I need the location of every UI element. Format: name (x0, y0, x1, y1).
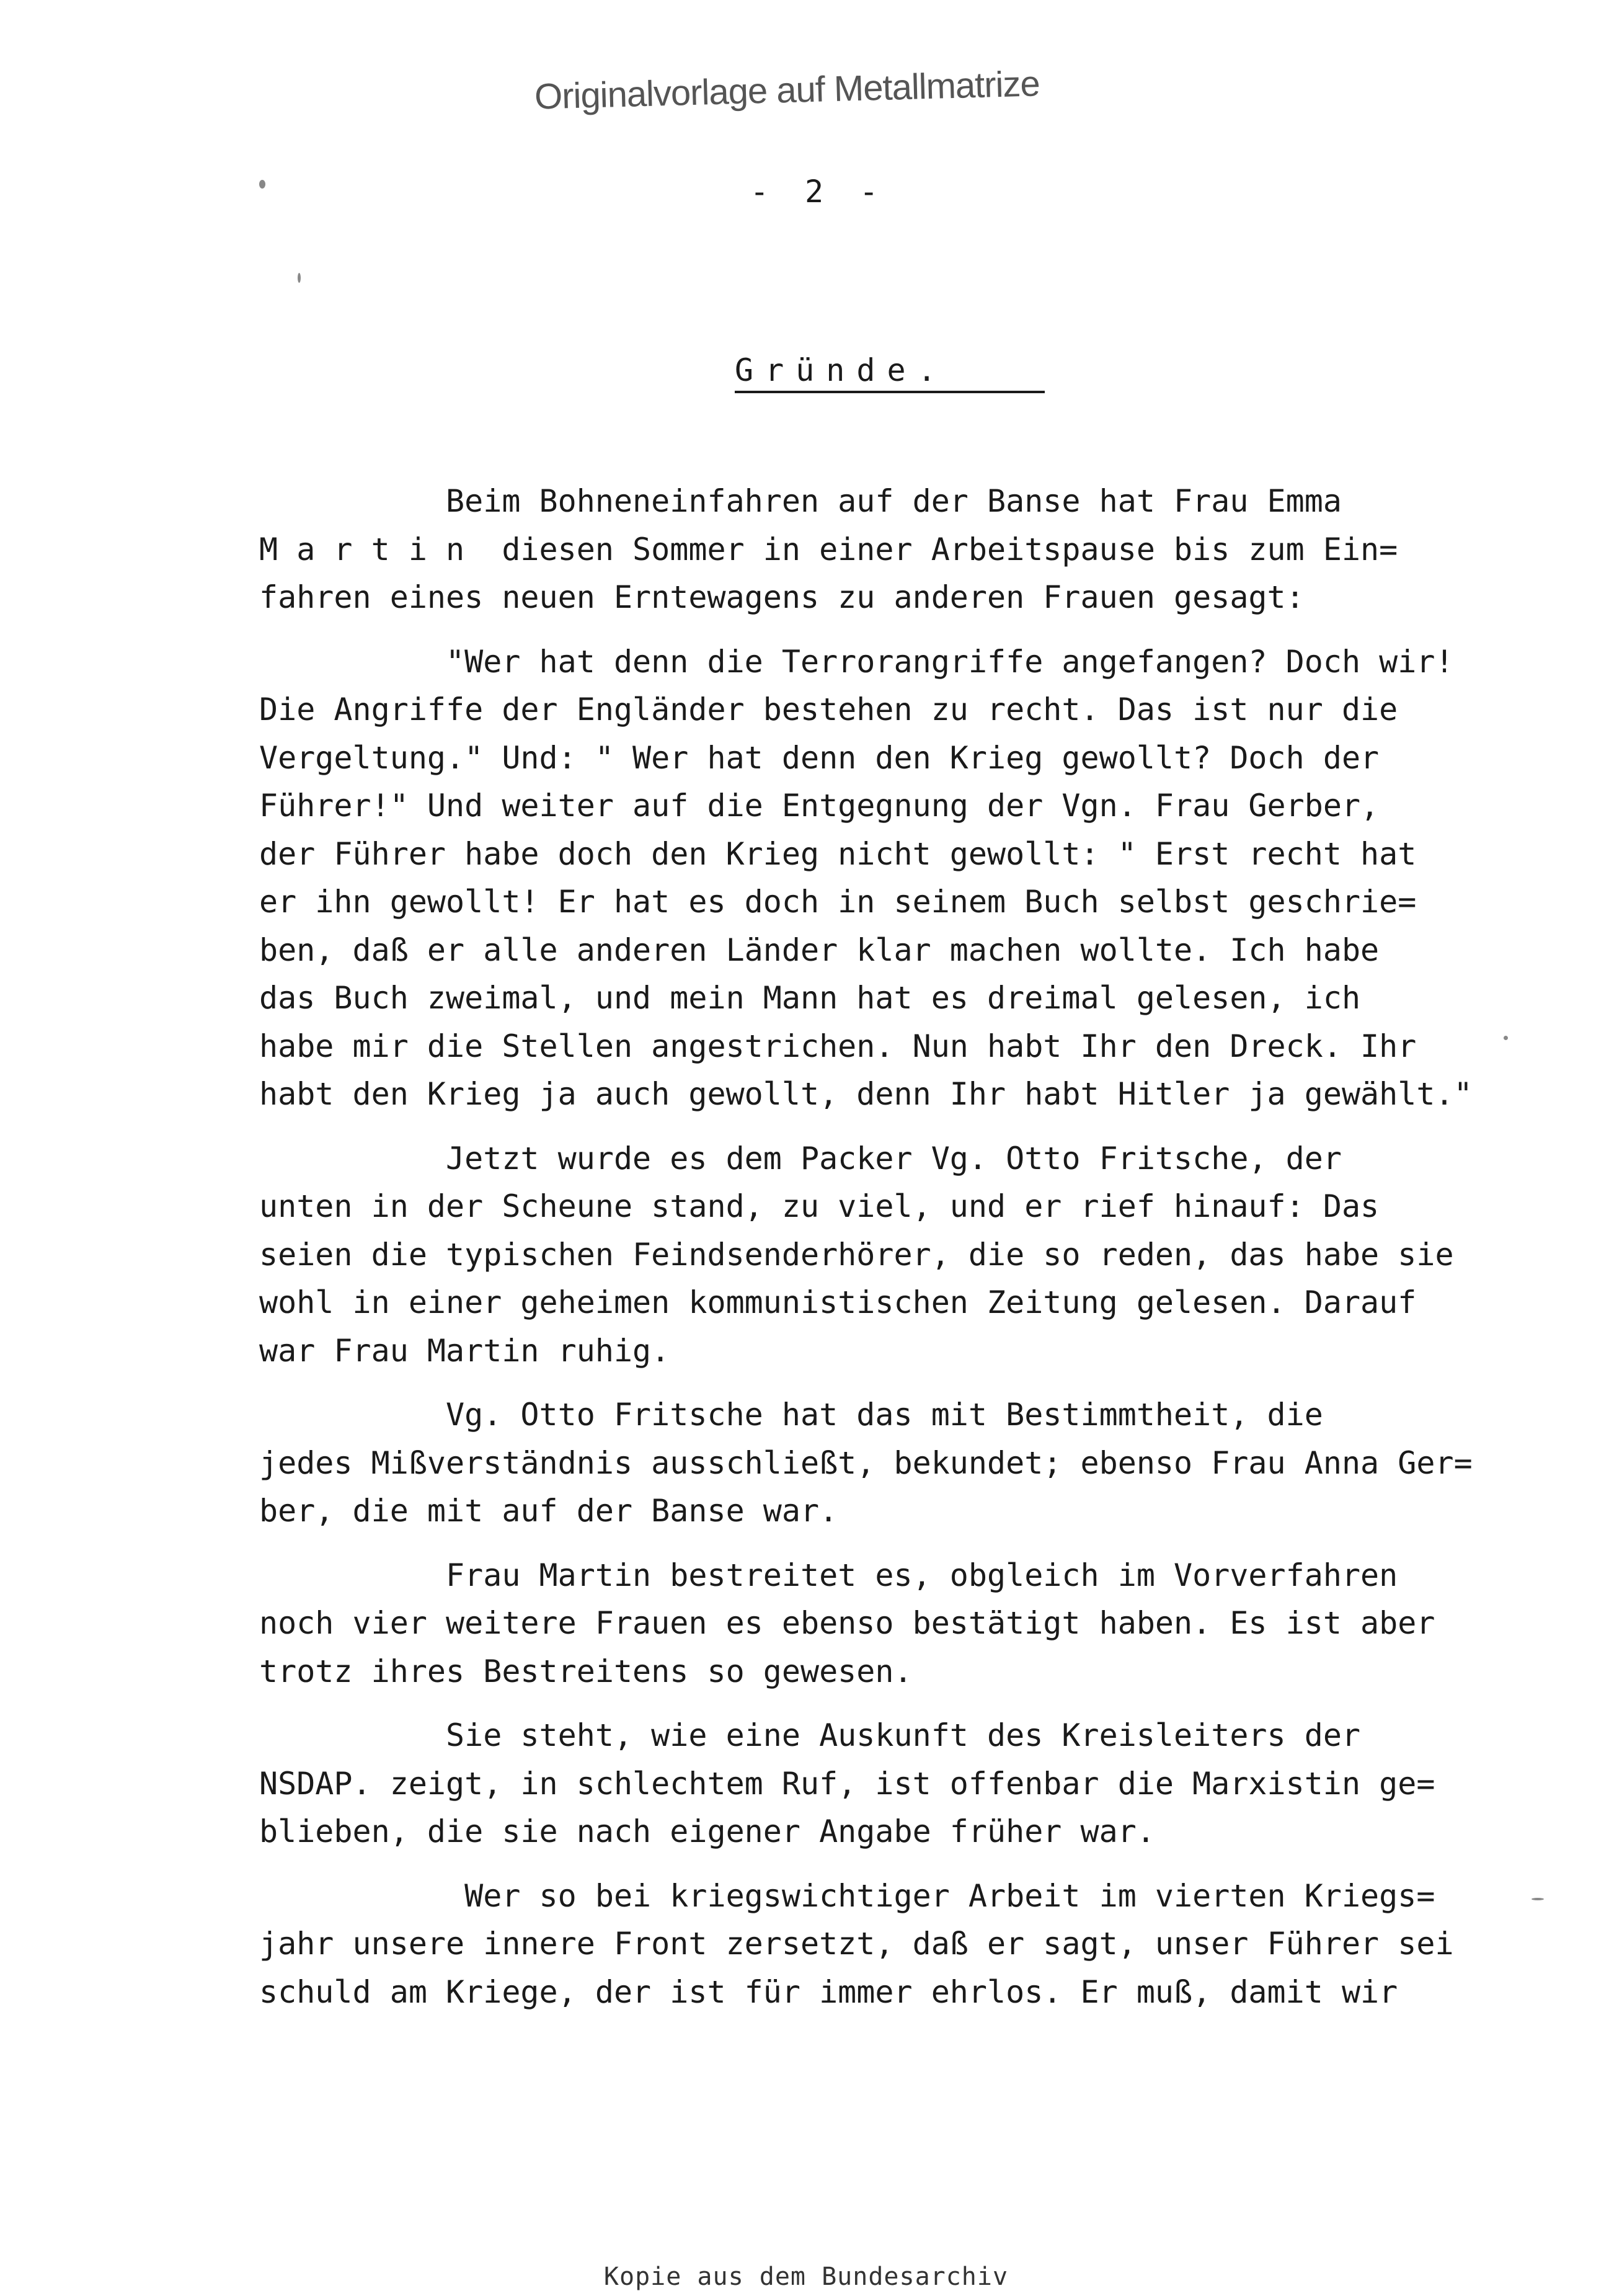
text-line: unten in der Scheune stand, zu viel, und er rief hinauf: Das (259, 1188, 1380, 1224)
text-line: noch vier weitere Frauen es ebenso bestätigt haben. Es ist aber (259, 1605, 1435, 1641)
paragraph-2 (259, 638, 1487, 1119)
text-line: blieben, die sie nach eigener Angabe früher war. (259, 1813, 1155, 1849)
scan-speck (298, 273, 301, 283)
text-line: Jetzt wurde es dem Packer Vg. Otto Fritsche, der (259, 1140, 1342, 1177)
text-line: Vg. Otto Fritsche hat das mit Bestimmtheit, die (259, 1397, 1323, 1433)
paragraph-6 (259, 1712, 1487, 1856)
archive-stamp: Originalvorlage auf Metallmatrize (534, 63, 1040, 117)
text-line: Beim Bohneneinfahren auf der Banse hat Frau Emma (259, 483, 1342, 519)
text-line: NSDAP. zeigt, in schlechtem Ruf, ist offenbar die Marxistin ge= (259, 1765, 1435, 1802)
text-line: Vergeltung." Und: " Wer hat denn den Krieg gewollt? Doch der (259, 739, 1380, 776)
text-line: habe mir die Stellen angestrichen. Nun habt Ihr den Dreck. Ihr (259, 1028, 1417, 1064)
scan-speck (259, 180, 265, 189)
text-line: seien die typischen Feindsenderhörer, die so reden, das habe sie (259, 1236, 1454, 1273)
text-line: jedes Mißverständnis ausschließt, bekundet; ebenso Frau Anna Ger= (259, 1444, 1473, 1481)
text-line: Frau Martin bestreitet es, obgleich im Vorverfahren (259, 1557, 1398, 1593)
scan-speck (1504, 1036, 1508, 1040)
document-body (259, 478, 1487, 2016)
text-line: das Buch zweimal, und mein Mann hat es dreimal gelesen, ich (259, 980, 1361, 1016)
scan-speck (1531, 1898, 1544, 1900)
text-line: Die Angriffe der Engländer bestehen zu recht. Das ist nur die (259, 692, 1398, 728)
page-number: - 2 - (750, 174, 887, 210)
text-line: Sie steht, wie eine Auskunft des Kreisleiters der (259, 1717, 1361, 1753)
text-line: jahr unsere innere Front zersetzt, daß er sagt, unser Führer sei (259, 1926, 1454, 1962)
text-line: Führer!" Und weiter auf die Entgegnung der Vgn. Frau Gerber, (259, 788, 1380, 824)
text-line: fahren eines neuen Erntewagens zu anderen Frauen gesagt: (259, 579, 1305, 615)
paragraph-7 (259, 1872, 1487, 2017)
text-line: war Frau Martin ruhig. (259, 1332, 670, 1369)
text-line: "Wer hat denn die Terrorangriffe angefangen? Doch wir! (259, 643, 1454, 680)
text-line: der Führer habe doch den Krieg nicht gewollt: " Erst recht hat (259, 835, 1417, 872)
paragraph-1 (259, 478, 1487, 622)
text-line: er ihn gewollt! Er hat es doch in seinem Buch selbst geschrie= (259, 884, 1417, 920)
text-line: wohl in einer geheimen kommunistischen Zeitung gelesen. Darauf (259, 1284, 1417, 1320)
text-line: trotz ihres Bestreitens so gewesen. (259, 1653, 913, 1689)
text-line: schuld am Kriege, der ist für immer ehrlos. Er muß, damit wir (259, 1973, 1398, 2010)
paragraph-3 (259, 1135, 1487, 1376)
text-line: ben, daß er alle anderen Länder klar machen wollte. Ich habe (259, 932, 1380, 968)
paragraph-5 (259, 1552, 1487, 1696)
text-line: habt den Krieg ja auch gewollt, denn Ihr habt Hitler ja gewählt." (259, 1076, 1473, 1112)
paragraph-4 (259, 1391, 1487, 1536)
text-line: ber, die mit auf der Banse war. (259, 1493, 838, 1529)
text-line: M a r t i n diesen Sommer in einer Arbeitspause bis zum Ein= (259, 531, 1398, 567)
text-line: Wer so bei kriegswichtiger Arbeit im vierten Kriegs= (259, 1877, 1435, 1914)
section-heading: Gründe. (735, 352, 1045, 393)
archive-footer: Kopie aus dem Bundesarchiv (603, 2263, 1009, 2291)
